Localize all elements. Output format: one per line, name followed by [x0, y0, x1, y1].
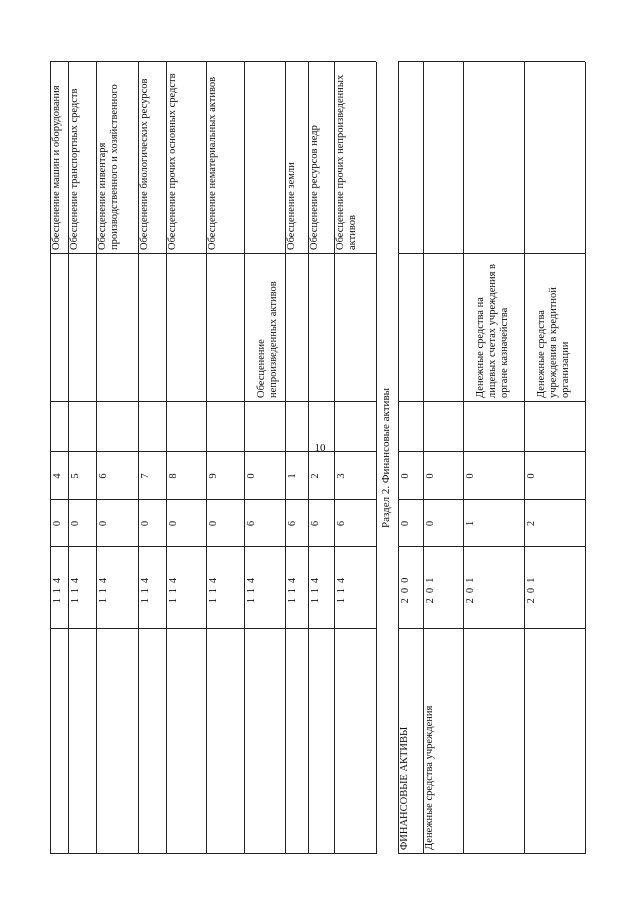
analytic-digit-1: 6	[336, 520, 347, 527]
sub-account-name: Обесценение прочих непроизведенных активов	[335, 74, 359, 250]
analytic-digit-2: 2	[310, 473, 321, 479]
analytic-digit-3	[334, 402, 336, 452]
analytic-digit-3	[244, 402, 246, 452]
account-group-title: Денежные средства учреждения	[424, 705, 435, 850]
sub-account-name	[398, 62, 400, 254]
account-group-title	[96, 629, 98, 854]
account-name	[285, 254, 287, 402]
analytic-digit-3	[398, 402, 400, 452]
analytic-digit-3	[524, 402, 526, 452]
table-row	[206, 62, 244, 854]
analytic-digit-2: 4	[52, 473, 63, 479]
analytic-digit-1: 0	[70, 520, 81, 527]
analytic-digit-1: 1	[465, 520, 476, 527]
row-divider	[585, 62, 586, 854]
account-code: 114	[208, 572, 219, 604]
chart-of-accounts-table	[50, 62, 572, 854]
account-name	[50, 254, 52, 402]
account-group-title	[463, 629, 465, 854]
table-row	[463, 62, 524, 854]
analytic-digit-2: 7	[140, 473, 151, 479]
column-divider	[50, 546, 376, 547]
section-heading: Раздел 2. Финансовые активы	[380, 387, 392, 529]
account-code: 114	[52, 572, 63, 604]
account-group-title	[524, 629, 526, 854]
analytic-digit-3	[166, 402, 168, 452]
analytic-digit-2: 5	[70, 473, 81, 479]
table-row	[138, 62, 166, 854]
analytic-digit-3	[463, 402, 465, 452]
account-group-title: ФИНАНСОВЫЕ АКТИВЫ	[399, 726, 410, 850]
analytic-digit-1: 0	[98, 520, 109, 527]
account-group-title	[206, 629, 208, 854]
account-code: 114	[310, 572, 321, 604]
analytic-digit-1: 6	[310, 520, 321, 527]
analytic-digit-2: 8	[168, 473, 179, 479]
account-group-title	[50, 629, 52, 854]
account-name	[96, 254, 98, 402]
analytic-digit-2: 9	[208, 473, 219, 479]
table-row	[50, 62, 68, 854]
column-divider	[50, 253, 376, 254]
column-divider	[398, 451, 585, 452]
column-divider	[398, 253, 585, 254]
analytic-digit-1: 0	[140, 520, 151, 527]
account-name	[206, 254, 208, 402]
account-code: 200	[400, 572, 411, 604]
analytic-digit-2: 0	[246, 473, 257, 479]
account-code: 114	[168, 572, 179, 604]
account-name	[334, 254, 336, 402]
column-divider	[50, 499, 376, 500]
column-divider	[398, 546, 585, 547]
analytic-digit-1: 6	[246, 520, 257, 527]
sub-account-name: Обесценение биологических ресурсов	[139, 78, 150, 250]
analytic-digit-2: 3	[336, 473, 347, 479]
account-name: Денежные средства на лицевых счетах учреждения в органе казначейства	[475, 263, 511, 398]
account-code: 201	[465, 572, 476, 604]
account-group-title	[285, 629, 287, 854]
column-divider	[50, 61, 376, 62]
account-group-title	[138, 629, 140, 854]
analytic-digit-3	[50, 402, 52, 452]
account-group-title	[244, 629, 246, 854]
sub-account-name: Обесценение ресурсов недр	[309, 125, 320, 250]
account-name	[166, 254, 168, 402]
table-row	[285, 62, 308, 854]
analytic-digit-1: 0	[425, 520, 436, 527]
table-row	[524, 62, 585, 854]
page-number: 10	[314, 442, 326, 454]
analytic-digit-3	[285, 402, 287, 452]
account-name	[138, 254, 140, 402]
sub-account-name	[423, 62, 425, 254]
account-code: 114	[336, 572, 347, 604]
analytic-digit-1: 6	[287, 520, 298, 527]
account-name	[398, 254, 400, 402]
sub-account-name: Обесценение нематериальных активов	[207, 76, 218, 250]
column-divider	[398, 499, 585, 500]
account-code: 114	[287, 572, 298, 604]
account-code: 201	[526, 572, 537, 604]
sub-account-name: Обесценение транспортных средств	[69, 88, 80, 250]
account-name	[423, 254, 425, 402]
table-row	[166, 62, 206, 854]
account-name: Денежные средства учреждения в кредитной организации	[536, 287, 572, 398]
account-group-title	[68, 629, 70, 854]
account-code: 114	[70, 572, 81, 604]
sub-account-name: Обесценение прочих основных средств	[167, 73, 178, 250]
column-divider	[398, 61, 585, 62]
analytic-digit-3	[138, 402, 140, 452]
account-code: 114	[140, 572, 151, 604]
table-row	[308, 62, 334, 854]
analytic-digit-1: 0	[208, 520, 219, 527]
account-group-title	[334, 629, 336, 854]
account-name	[68, 254, 70, 402]
account-name: Обесценение непроизведенных активов	[256, 281, 280, 398]
column-divider	[398, 401, 585, 402]
sub-account-name: Обесценение земли	[286, 162, 297, 250]
account-code: 114	[98, 572, 109, 604]
analytic-digit-2: 6	[98, 473, 109, 479]
analytic-digit-2: 0	[425, 473, 436, 479]
column-divider	[50, 853, 376, 854]
analytic-digit-2: 0	[400, 473, 411, 479]
analytic-digit-2: 0	[526, 473, 537, 479]
analytic-digit-3	[308, 402, 310, 452]
account-group-title	[166, 629, 168, 854]
analytic-digit-1: 0	[168, 520, 179, 527]
analytic-digit-3	[68, 402, 70, 452]
account-code: 114	[246, 572, 257, 604]
column-divider	[398, 853, 585, 854]
analytic-digit-2: 1	[287, 473, 298, 479]
analytic-digit-3	[96, 402, 98, 452]
table-row	[96, 62, 138, 854]
sub-account-name	[524, 62, 526, 254]
account-group-title	[308, 629, 310, 854]
analytic-digit-1: 2	[526, 520, 537, 527]
column-divider	[50, 451, 376, 452]
column-divider	[50, 628, 376, 629]
analytic-digit-2: 0	[465, 473, 476, 479]
row-divider	[376, 62, 377, 854]
table-row	[334, 62, 376, 854]
sub-account-name: Обесценение инвентаря производственного и хозяйственного	[97, 84, 121, 250]
account-code: 201	[425, 572, 436, 604]
analytic-digit-3	[206, 402, 208, 452]
table-row	[68, 62, 96, 854]
account-name	[308, 254, 310, 402]
table-row	[423, 62, 463, 854]
analytic-digit-3	[423, 402, 425, 452]
rotated-page-content	[50, 62, 572, 854]
column-divider	[398, 628, 585, 629]
sub-account-name: Обесценение машин и оборудования	[51, 85, 62, 250]
sub-account-name	[244, 62, 246, 254]
analytic-digit-1: 0	[400, 520, 411, 527]
column-divider	[50, 401, 376, 402]
analytic-digit-1: 0	[52, 520, 63, 527]
sub-account-name	[463, 62, 465, 254]
table-row	[244, 62, 285, 854]
table-row	[398, 62, 423, 854]
